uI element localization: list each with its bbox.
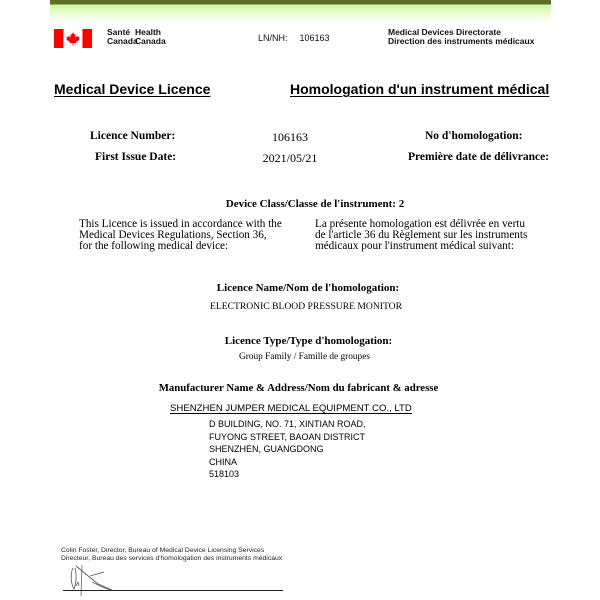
wordmark-health: Health	[135, 27, 161, 37]
address-line: CHINA	[209, 456, 238, 467]
wordmark-sante: Santé	[107, 27, 131, 37]
wordmark-canada-en: Canada	[135, 36, 166, 46]
address-line: 518103	[209, 469, 240, 479]
intro-french	[315, 219, 527, 252]
government-wordmark	[107, 28, 166, 46]
address-line: D BUILDING, NO. 71, XINTIAN ROAD,	[209, 419, 366, 429]
wordmark-canada-fr: Canada	[107, 36, 138, 46]
intro-english	[79, 219, 282, 252]
licence-type-value: Group Family / Famille de groupes	[239, 352, 370, 362]
licence-type-label: Licence Type/Type d'homologation:	[224, 335, 393, 347]
ln-value: 106163	[299, 33, 330, 43]
intro-en-line: for the following medical device:	[79, 240, 229, 252]
licence-number-header	[258, 33, 330, 43]
header-color-bar	[50, 0, 551, 22]
signature-icon	[68, 562, 128, 598]
signatory-en: Colin Foster, Director, Bureau of Medical Device Licensing Services	[61, 547, 265, 554]
title-english: Medical Device Licence	[54, 81, 211, 97]
intro-fr-line: médicaux pour l'instrument médical suivant:	[315, 240, 514, 252]
manufacturer-label: Manufacturer Name & Address/Nom du fabricant & adresse	[158, 382, 439, 394]
intro-en-line: Medical Devices Regulations, Section 36,	[79, 229, 267, 241]
first-issue-date-value: 2021/05/21	[262, 151, 318, 165]
signatory-title	[61, 547, 282, 562]
address-line: SHENZHEN, GUANGDONG	[209, 444, 324, 454]
directorate-fr: Direction des instruments médicaux	[388, 36, 535, 46]
intro-fr-line: de l'article 36 du Règlement sur les instruments	[315, 229, 528, 241]
device-class: Device Class/Classe de l'instrument: 2	[225, 198, 405, 210]
first-issue-date-label-en: First Issue Date:	[95, 151, 177, 163]
ln-label: LN/NH:	[258, 33, 288, 43]
licence-number-label-fr: No d'homologation:	[425, 130, 523, 142]
directorate-name	[388, 28, 534, 46]
intro-fr-line: La présente homologation est délivrée en vertu	[315, 218, 526, 230]
licence-number-label-en: Licence Number:	[90, 130, 176, 142]
first-issue-date-label-fr: Première date de délivrance:	[408, 151, 550, 163]
licence-number-value: 106163	[272, 130, 308, 144]
title-french: Homologation d'un instrument médical	[290, 81, 550, 97]
directorate-en: Medical Devices Directorate	[388, 27, 501, 37]
canada-flag-icon	[54, 29, 92, 48]
signatory-fr: Directeur, Bureau des services d'homologation des instruments médicaux	[61, 554, 283, 562]
licence-name-value: ELECTRONIC BLOOD PRESSURE MONITOR	[210, 301, 402, 312]
address-line: FUYONG STREET, BAOAN DISTRICT	[209, 431, 366, 442]
manufacturer-name: SHENZHEN JUMPER MEDICAL EQUIPMENT CO., LTD	[170, 403, 412, 414]
licence-name-label: Licence Name/Nom de l'homologation:	[216, 282, 400, 294]
signature-line	[63, 590, 283, 591]
manufacturer-address	[209, 418, 366, 481]
intro-en-line: This Licence is issued in accordance with the	[79, 218, 282, 230]
